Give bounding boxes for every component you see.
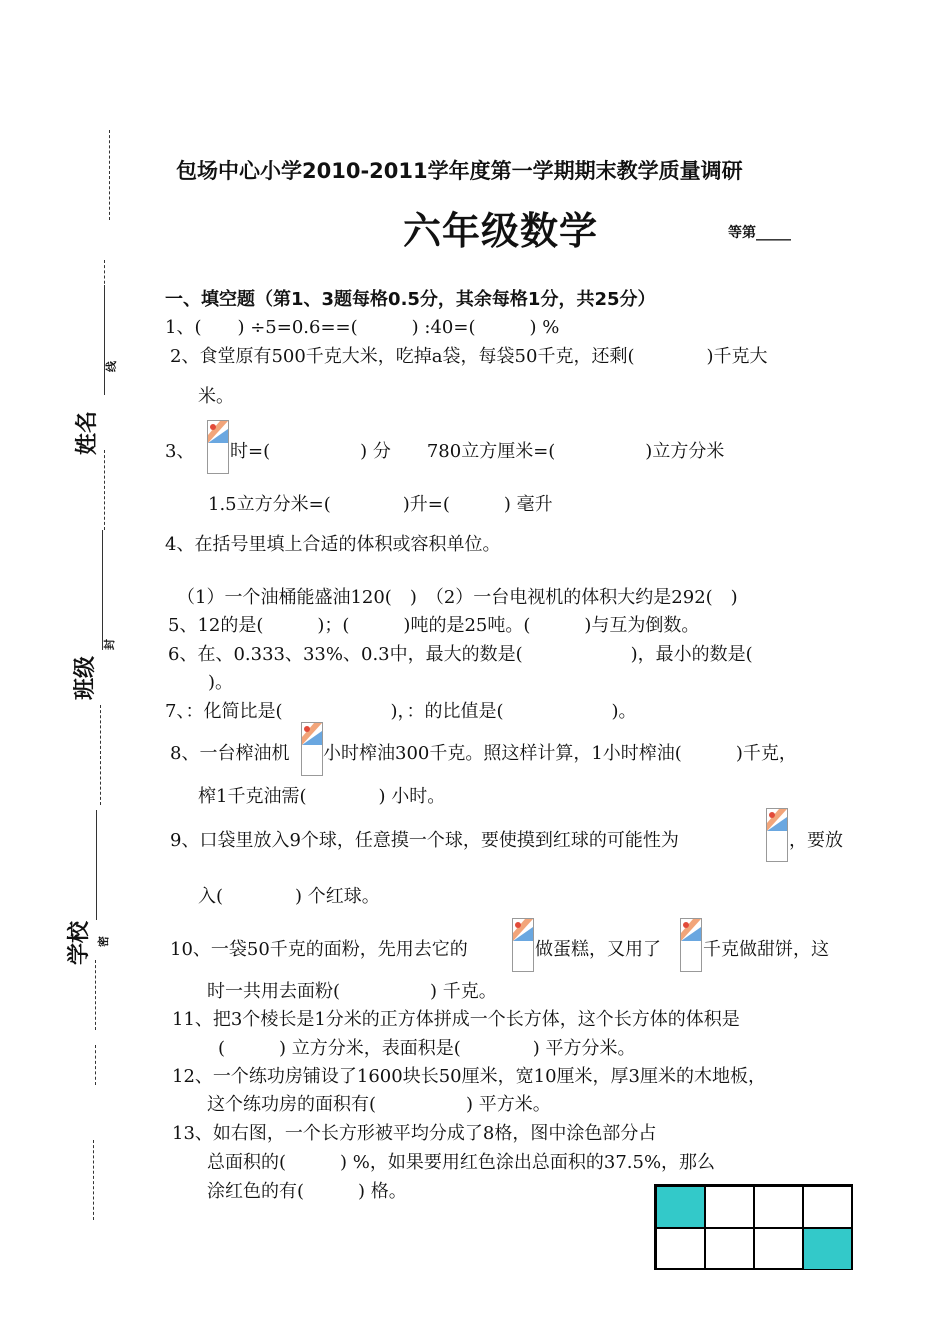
question-9-line2: 入( ) 个红球。 [198,886,380,907]
class-label: 班级 [73,655,98,700]
question-10-middle: 做蛋糕，又用了 [535,939,661,960]
grid-cell-shaded [656,1186,705,1228]
question-12-line1: 12、一个练功房铺设了1600块长50厘米，宽10厘米，厚3厘米的木地板， [172,1066,766,1087]
grid-cell [656,1228,705,1270]
question-9-line1: 9、口袋里放入9个球，任意摸一个球，要使摸到红球的可能性为 [170,830,679,851]
seal-mark-mi: 密 [97,936,110,947]
binding-line [104,450,105,530]
question-2-line1: 2、食堂原有500千克大米，吃掉a袋，每袋50千克，还剩( )千克大 [170,346,768,367]
question-13-line3: 涂红色的有( ) 格。 [207,1181,407,1202]
question-12-line2: 这个练功房的面积有( ) 平方米。 [207,1094,551,1115]
grid-cell [803,1186,852,1228]
question-10-suffix: 千克做甜饼，这 [703,939,829,960]
grid-cell [754,1186,803,1228]
question-8-line1: 小时榨油300千克。照这样计算，1小时榨油( )千克， [323,743,797,764]
fraction-image-icon [207,420,229,474]
binding-line [95,960,96,1030]
seal-mark-xian: 线 [105,361,118,372]
grade-field[interactable]: 等第_____ [728,225,791,241]
question-11-line1: 11、把3个棱长是1分米的正方体拼成一个长方体，这个长方体的体积是 [172,1009,740,1030]
question-3-line1: 时=( ) 分 780立方厘米=( )立方分米 [230,441,725,462]
grid-cell [754,1228,803,1270]
question-1: 1、( ) ÷5=0.6==( ) :40=( ) % [165,317,560,338]
subject-title: 六年级数学 [403,209,599,253]
question-2-line2: 米。 [198,386,234,407]
question-5: 5、12的是( )；( )吨的是25吨。( )与互为倒数。 [168,615,700,636]
question-6-line1: 6、在、0.333、33%、0.3中，最大的数是( )，最小的数是( [168,644,753,665]
school-underline [96,810,97,920]
question-10-prefix: 10、一袋50千克的面粉，先用去它的 [170,939,468,960]
question-11-line2: ( ) 立方分米，表面积是( ) 平方分米。 [218,1038,636,1059]
fraction-image-icon [301,722,323,776]
question-10-line2: 时一共用去面粉( ) 千克。 [207,981,497,1002]
grid-cell [705,1228,754,1270]
question-13-line2: 总面积的( ) %，如果要用红色涂出总面积的37.5%，那么 [207,1152,716,1173]
question-7: 7、：化简比是( )，：的比值是( )。 [165,701,637,722]
school-title: 包场中心小学2010-2011学年度第一学期期末教学质量调研 [176,159,743,183]
binding-line [93,1140,94,1220]
binding-line [100,705,101,805]
grid-cell [705,1186,754,1228]
section-heading: 一、填空题（第1、3题每格0.5分，其余每格1分，共25分） [165,289,656,310]
class-underline [102,530,103,650]
binding-line [109,130,110,220]
question-13-line1: 13、如右图，一个长方形被平均分成了8格，图中涂色部分占 [172,1123,657,1144]
seal-mark-feng: 封 [103,639,116,650]
school-label: 学校 [67,920,92,965]
name-underline [104,285,105,395]
question-6-line2: )。 [190,672,234,693]
fraction-image-icon [512,918,534,972]
question-8-prefix: 8、一台榨油机 [170,743,290,764]
grid-cell-shaded [803,1228,852,1270]
question-3-number: 3、 [165,441,195,462]
question-8-line2: 榨1千克油需( ) 小时。 [198,786,446,807]
question-3-line2: 1.5立方分米=( )升=( ) 毫升 [208,494,553,515]
question-4: 4、在括号里填上合适的体积或容积单位。 [165,534,501,555]
rectangle-grid-figure [654,1184,853,1270]
question-9-suffix: ，要放 [789,830,843,851]
question-4-subitems: （1）一个油桶能盛油120( ) （2）一台电视机的体积大约是292( ) [177,587,738,608]
binding-line [95,1045,96,1085]
name-label: 姓名 [75,410,100,455]
fraction-image-icon [766,808,788,862]
fraction-image-icon [680,918,702,972]
